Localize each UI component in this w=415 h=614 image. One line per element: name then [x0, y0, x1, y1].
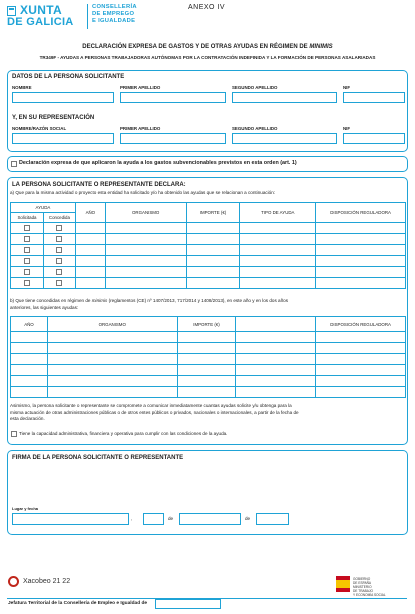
table-b-cell[interactable]: [316, 387, 406, 398]
table-a-cell[interactable]: [75, 223, 105, 234]
conselleria-logo-text: CONSELLERÍA DE EMPREGO E IGUALDADE: [92, 4, 137, 24]
point-b-text-2: anteriores, las siguientes ayudas:: [10, 305, 79, 310]
table-b-cell[interactable]: [47, 332, 177, 343]
table-b-cell[interactable]: [47, 365, 177, 376]
granted-cell: [43, 234, 75, 245]
label-rep-first-surname: PRIMER APELLIDO: [120, 126, 161, 131]
table-b-cell[interactable]: [316, 332, 406, 343]
spain-flag-icon: [336, 576, 350, 592]
xacobeo-logo: Xacobeo 21 22: [10, 578, 70, 585]
point-a-text: a) Que para la misma actividad o proyecto esta entidad ha solicitado y/o ha obtenido las ayudas que se relacionan a continuación:: [10, 190, 276, 195]
table-a-cell[interactable]: [186, 245, 240, 256]
granted-checkbox[interactable]: [56, 247, 62, 253]
requested-checkbox[interactable]: [24, 247, 30, 253]
table-b-cell[interactable]: [11, 387, 48, 398]
table-a: [10, 202, 406, 289]
expense-declaration-text: Declaración expresa de que aplicaron la ayuda a los gastos subvencionables previstos en esta orden (art. 1): [19, 160, 297, 166]
rep-nif-field[interactable]: [343, 133, 405, 144]
granted-checkbox[interactable]: [56, 258, 62, 264]
label-second-surname: SEGUNDO APELLIDO: [232, 85, 278, 90]
table-a-cell[interactable]: [186, 256, 240, 267]
logo-xunta-text: XUNTA: [20, 3, 62, 17]
table-b-cell[interactable]: [47, 387, 177, 398]
second-surname-field[interactable]: [232, 92, 337, 103]
granted-cell: [43, 278, 75, 289]
table-a-cell[interactable]: [105, 256, 186, 267]
table-b-cell[interactable]: [177, 343, 236, 354]
de-label-2: de: [245, 516, 251, 521]
table-b-header-year: AÑO: [11, 317, 48, 332]
table-b-cell[interactable]: [236, 387, 316, 398]
table-a-row: [11, 245, 406, 256]
rep-first-surname-field[interactable]: [120, 133, 226, 144]
label-rep-nif: NIF: [343, 126, 351, 131]
table-b-cell[interactable]: [316, 376, 406, 387]
xacobeo-icon: [8, 576, 19, 587]
table-b-cell[interactable]: [11, 354, 48, 365]
requested-checkbox[interactable]: [24, 269, 30, 275]
representative-title: Y, EN SU REPRESENTACIÓN: [12, 115, 95, 121]
applicant-section-title: DATOS DE LA PERSONA SOLICITANTE: [12, 74, 125, 80]
granted-cell: [43, 223, 75, 234]
table-a-cell[interactable]: [240, 245, 316, 256]
granted-cell: [43, 256, 75, 267]
table-a-header-type: TIPO DE AYUDA: [240, 203, 316, 223]
month-field[interactable]: [179, 513, 241, 525]
table-b-cell[interactable]: [316, 365, 406, 376]
xunta-flag-icon: [7, 6, 16, 16]
table-b: [10, 316, 406, 398]
nif-field[interactable]: [343, 92, 405, 103]
table-a-cell[interactable]: [316, 267, 406, 278]
table-a-cell[interactable]: [186, 234, 240, 245]
table-b-cell[interactable]: [11, 376, 48, 387]
table-a-header-amount: IMPORTE (€): [186, 203, 240, 223]
table-b-row: [11, 343, 406, 354]
year-field[interactable]: [256, 513, 289, 525]
table-b-row: [11, 332, 406, 343]
xunta-logo: [7, 4, 82, 30]
requested-checkbox[interactable]: [24, 225, 30, 231]
jefatura-label: Jefatura Territorial de la Consellería de Empleo e Igualdad de: [8, 601, 148, 606]
table-a-cell[interactable]: [240, 256, 316, 267]
table-b-cell[interactable]: [177, 376, 236, 387]
requested-checkbox[interactable]: [24, 236, 30, 242]
place-date-label: Lugar y fecha: [12, 506, 39, 511]
table-a-cell[interactable]: [75, 256, 105, 267]
table-b-cell[interactable]: [47, 354, 177, 365]
table-b-header-body: ORGANISMO: [47, 317, 177, 332]
table-b-header-amount: IMPORTE (€): [177, 317, 236, 332]
table-b-cell[interactable]: [236, 332, 316, 343]
requested-cell: [11, 278, 44, 289]
table-b-row: [11, 387, 406, 398]
granted-cell: [43, 267, 75, 278]
table-b-header-empty: [236, 317, 316, 332]
table-a-cell[interactable]: [105, 234, 186, 245]
table-a-cell[interactable]: [240, 278, 316, 289]
table-b-cell[interactable]: [236, 354, 316, 365]
table-a-cell[interactable]: [105, 278, 186, 289]
signature-title: FIRMA DE LA PERSONA SOLICITANTE O REPRESENTANTE: [12, 455, 184, 461]
table-a-cell[interactable]: [105, 223, 186, 234]
table-b-cell[interactable]: [47, 343, 177, 354]
table-a-cell[interactable]: [316, 234, 406, 245]
requested-cell: [11, 234, 44, 245]
granted-checkbox[interactable]: [56, 225, 62, 231]
table-a-cell[interactable]: [186, 223, 240, 234]
table-a-cell[interactable]: [240, 267, 316, 278]
first-surname-field[interactable]: [120, 92, 226, 103]
label-nif: NIF: [343, 85, 351, 90]
table-a-cell[interactable]: [316, 223, 406, 234]
granted-checkbox[interactable]: [56, 269, 62, 275]
requested-cell: [11, 267, 44, 278]
granted-checkbox[interactable]: [56, 280, 62, 286]
table-a-cell[interactable]: [316, 256, 406, 267]
table-b-cell[interactable]: [11, 332, 48, 343]
granted-cell: [43, 245, 75, 256]
form-subtitle: TR349F - AYUDAS A PERSONAS TRABAJADORAS AUTÓNOMAS POR LA CONTRATACIÓN INDEFINIDA Y LA FORMACIÓN DE PERSONAS ASALARIADAS: [39, 55, 376, 60]
label-first-surname: PRIMER APELLIDO: [120, 85, 161, 90]
table-a-row: [11, 278, 406, 289]
annex-label: ANEXO IV: [188, 4, 226, 11]
table-b-cell[interactable]: [177, 354, 236, 365]
requested-checkbox[interactable]: [24, 258, 30, 264]
table-a-cell[interactable]: [105, 245, 186, 256]
table-a-cell[interactable]: [316, 245, 406, 256]
table-b-cell[interactable]: [177, 332, 236, 343]
capacity-text: Tiene la capacidad administrativa, financiera y operativa para cumplir con las condiciones de la ayuda.: [19, 431, 228, 436]
table-b-cell[interactable]: [177, 365, 236, 376]
table-a-cell[interactable]: [105, 267, 186, 278]
label-rep-name: NOMBRE/RAZÓN SOCIAL: [12, 126, 67, 131]
table-a-row: [11, 256, 406, 267]
table-a-cell[interactable]: [186, 267, 240, 278]
requested-cell: [11, 223, 44, 234]
table-a-cell[interactable]: [186, 278, 240, 289]
table-a-header-requested: Solicitada: [11, 213, 44, 223]
requested-cell: [11, 245, 44, 256]
table-b-row: [11, 354, 406, 365]
table-a-cell[interactable]: [75, 278, 105, 289]
table-a-header-body: ORGANISMO: [105, 203, 186, 223]
table-a-cell[interactable]: [75, 245, 105, 256]
jefatura-field[interactable]: [155, 599, 221, 609]
table-a-cell[interactable]: [75, 267, 105, 278]
table-b-cell[interactable]: [11, 343, 48, 354]
requested-cell: [11, 256, 44, 267]
logo-galicia-text: DE GALICIA: [7, 16, 74, 28]
table-b-header-regulation: DISPOSICIÓN REGULADORA: [316, 317, 406, 332]
expense-declaration-checkbox[interactable]: [11, 161, 17, 167]
form-title: DECLARACIÓN EXPRESA DE GASTOS Y DE OTRAS AYUDAS EN RÉGIMEN DE MINIMIS: [82, 44, 333, 50]
de-label-1: de: [168, 516, 174, 521]
table-a-row: [11, 267, 406, 278]
table-b-cell[interactable]: [316, 354, 406, 365]
comma-separator: ,: [131, 516, 133, 521]
point-b-text: b) Que tiene concedidas en régimen de minimis (reglamentos (CE) nº 1407/2013, 717/2014 y 1408/2013), en este año y en los dos años: [10, 298, 288, 303]
rep-name-field[interactable]: [12, 133, 114, 144]
table-b-cell[interactable]: [236, 376, 316, 387]
requested-checkbox[interactable]: [24, 280, 30, 286]
table-b-cell[interactable]: [236, 343, 316, 354]
place-field[interactable]: [12, 513, 129, 525]
granted-checkbox[interactable]: [56, 236, 62, 242]
table-a-cell[interactable]: [240, 223, 316, 234]
name-field[interactable]: [12, 92, 114, 103]
table-a-header-year: AÑO: [75, 203, 105, 223]
table-a-cell[interactable]: [240, 234, 316, 245]
table-b-cell[interactable]: [177, 387, 236, 398]
rep-second-surname-field[interactable]: [232, 133, 337, 144]
government-logo: GOBIERNO DE ESPAÑA MINISTERIO DE TRABAJO Y ECONOMÍA SOCIAL: [336, 574, 404, 596]
commitment-text: Asimismo, la persona solicitante o representante se compromete a comunicar inmediatamente cuantas ayudas solicite y/u obtenga para la misma actuación de otras administraciones públicas o de otros entes públicos o privados, nacionales o internacionales, a partir de la fecha de esta declaración.: [10, 403, 299, 421]
label-rep-second-surname: SEGUNDO APELLIDO: [232, 126, 278, 131]
label-name: NOMBRE: [12, 85, 32, 90]
table-b-cell[interactable]: [316, 343, 406, 354]
table-b-row: [11, 365, 406, 376]
logo-divider: [87, 4, 88, 29]
table-b-cell[interactable]: [47, 376, 177, 387]
table-a-header-regulation: DISPOSICIÓN REGULADORA: [316, 203, 406, 223]
table-b-cell[interactable]: [11, 365, 48, 376]
table-a-ayuda-header: AYUDA: [11, 203, 76, 213]
table-a-header-granted: Concedida: [43, 213, 75, 223]
table-b-row: [11, 376, 406, 387]
table-a-cell[interactable]: [316, 278, 406, 289]
table-a-cell[interactable]: [75, 234, 105, 245]
table-b-cell[interactable]: [236, 365, 316, 376]
declaration-title: LA PERSONA SOLICITANTE O REPRESENTANTE DECLARA:: [12, 182, 186, 188]
table-a-row: [11, 223, 406, 234]
day-field[interactable]: [143, 513, 164, 525]
capacity-checkbox[interactable]: [11, 431, 17, 437]
table-a-row: [11, 234, 406, 245]
